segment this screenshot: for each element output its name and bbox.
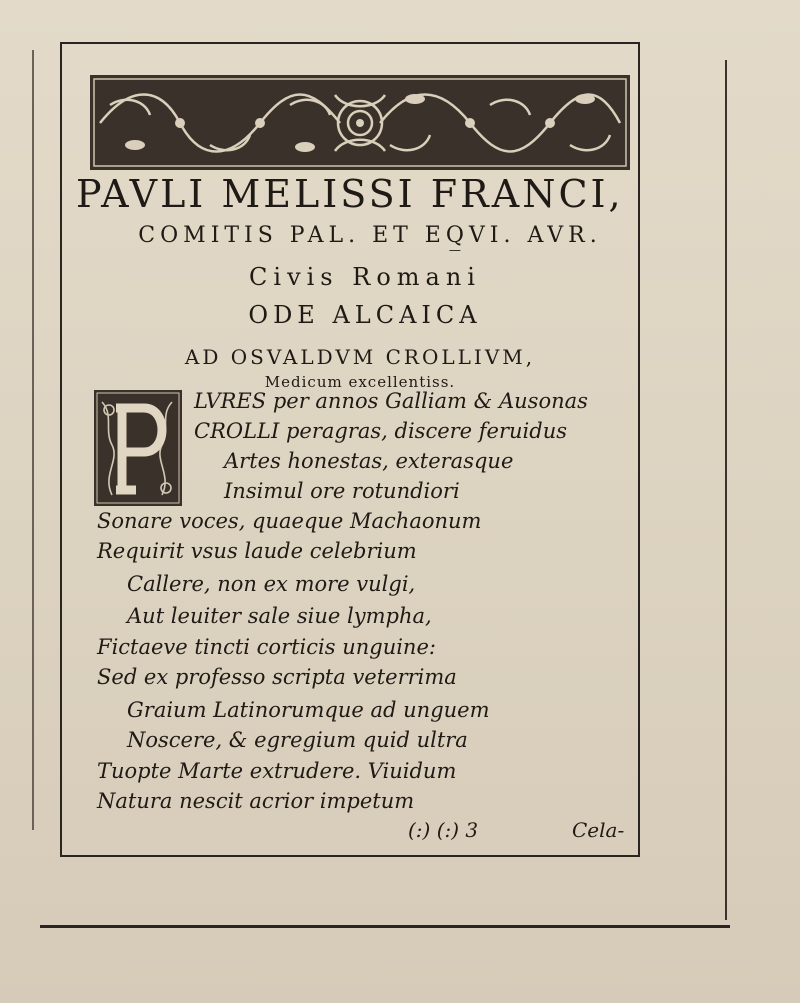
title-block (76, 172, 650, 392)
verse-line: Aut leuiter sale siue lympha, (127, 604, 432, 628)
verse-line: Graium Latinorumque ad unguem (127, 698, 490, 722)
decorated-initial-p-icon (94, 390, 182, 506)
catchword: Cela- (572, 818, 625, 842)
verse-line: Requirit vsus laude celebrium (97, 539, 417, 563)
ode-heading: ODE ALCAICA (248, 301, 482, 329)
verse-line: Sonare voces, quaeque Machaonum (97, 509, 482, 533)
dedicatee-description: Medicum excellentiss. (264, 373, 456, 391)
outer-bottom-rule (40, 925, 730, 928)
verse-line: LVRES per annos Galliam & Ausonas (194, 389, 588, 413)
ornamental-headpiece-icon (90, 75, 630, 170)
author-titles: COMITIS PAL. ET EQ̲VI. AVR. (138, 223, 602, 248)
verse-line: Noscere, & egregium quid ultra (127, 728, 468, 752)
page-title: PAVLI MELISSI FRANCI, (76, 172, 624, 216)
verse-line: Callere, non ex more vulgi, (127, 572, 416, 596)
verse-line: CROLLI peragras, discere feruidus (194, 419, 568, 443)
signature-mark: (:) (:) 3 (408, 818, 479, 842)
frame-top-rule (60, 42, 640, 44)
outer-left-rule (32, 50, 34, 830)
verse-line: Fictaeve tincti corticis unguine: (97, 635, 436, 659)
frame-right-rule (638, 42, 640, 857)
outer-right-rule (725, 60, 727, 920)
verse-line: Natura nescit acrior impetum (97, 789, 415, 813)
page-footer (400, 818, 640, 848)
verse-line: Sed ex professo scripta veterrima (97, 665, 457, 689)
civis-line: Civis Romani (249, 263, 481, 291)
verse-line: Insimul ore rotundiori (224, 479, 460, 503)
dedication-line: AD OSVALDVM CROLLIVM, (184, 345, 536, 369)
frame-left-rule (60, 42, 62, 857)
verse-line: Artes honestas, exterasque (224, 449, 514, 473)
frame-bottom-rule (60, 855, 640, 857)
verse-line: Tuopte Marte extrudere. Viuidum (97, 759, 457, 783)
